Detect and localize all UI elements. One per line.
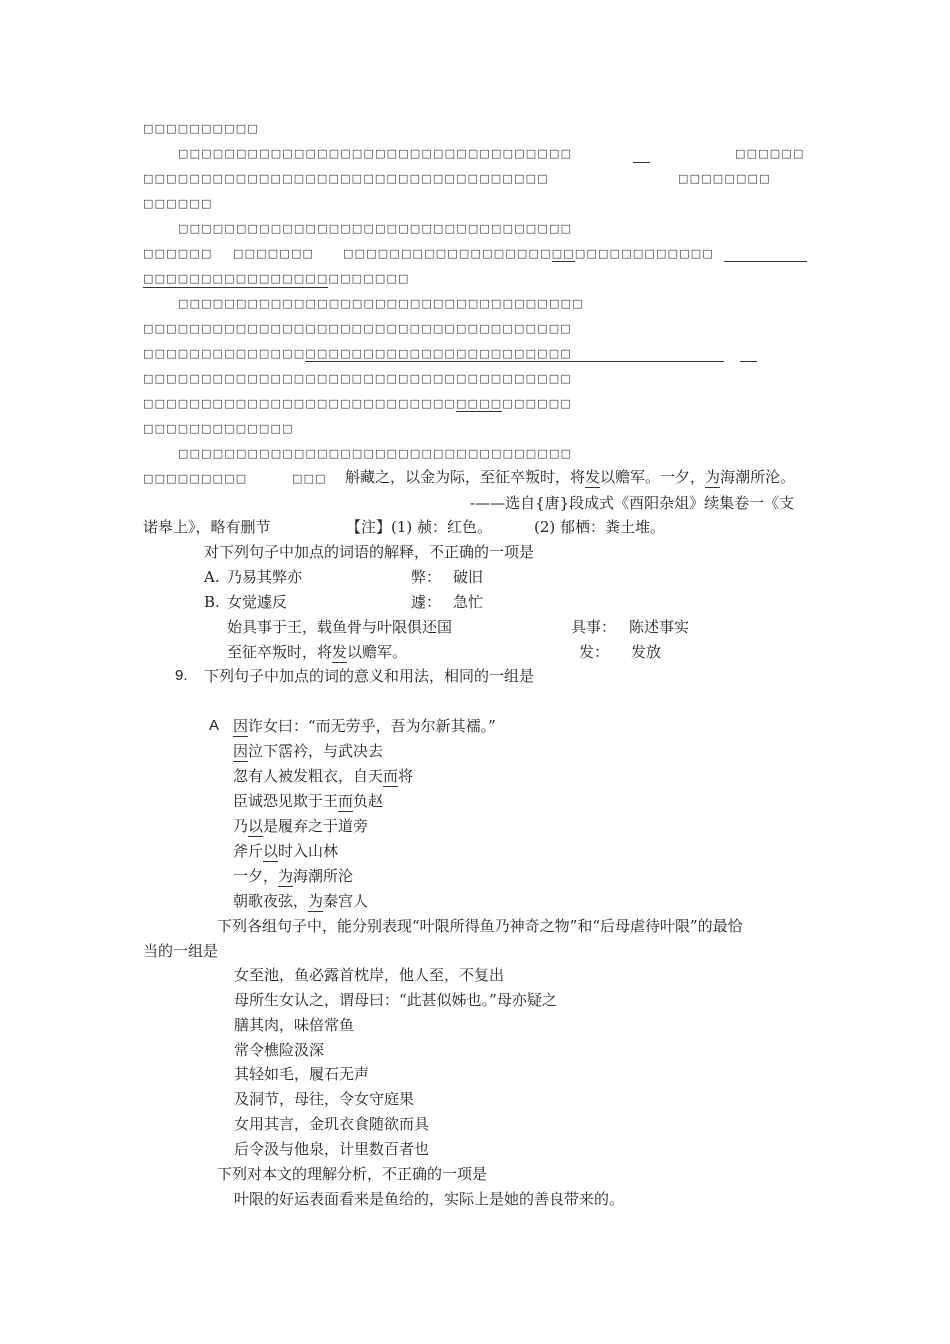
question-stem: 下列句子中加点的词的意义和用法，相同的一组是 bbox=[204, 667, 535, 685]
underline-blank bbox=[740, 361, 757, 362]
passage-line: □□□□□□□□□□□□□□□□□□□□□□□□□□□□□□□□□□ bbox=[178, 147, 573, 160]
q10-item: 及洞节，母往，令女守庭果 bbox=[234, 1090, 415, 1108]
passage-line: □□□□□□□□□□ bbox=[143, 122, 259, 135]
dotted-word: 为 bbox=[278, 867, 294, 885]
passage-line: □□□□□□□□□□□□□□□□□□□□□□□□□□□□□□□□□□□□□ bbox=[143, 322, 572, 335]
option-meaning: 陈述事实 bbox=[629, 618, 690, 636]
passage-line bbox=[345, 467, 795, 487]
underlined-text: □□□□□□□□□□□□□□□□□□□□□□□ bbox=[305, 347, 572, 360]
passage-line: □□□□□□□□ bbox=[678, 172, 771, 185]
q10-item: 膳其肉，味倍常鱼 bbox=[234, 1016, 355, 1034]
question-number: 9. bbox=[175, 667, 188, 684]
question-stem: 下列各组句子中，能分别表现“叶限所得鱼乃神奇之物”和“后母虐待叶限”的最恰 bbox=[217, 917, 743, 935]
dotted-word: 以 bbox=[263, 842, 279, 860]
passage-text: □□□□□□□□□□□□ bbox=[574, 247, 714, 260]
q9-item bbox=[233, 716, 496, 736]
dotted-word: □□□□ bbox=[456, 397, 503, 410]
source-citation: -——选自{唐}段成式《酉阳杂俎》续集卷一《支 bbox=[470, 494, 795, 512]
sentence-text: 时入山林 bbox=[278, 842, 339, 860]
option-sentence: 始具事于王，载鱼骨与叶限俱还国 bbox=[227, 618, 453, 636]
passage-line: □□□ bbox=[292, 472, 327, 485]
q9-item bbox=[233, 841, 338, 861]
passage-line: □□□□□□□□□□□□□□□□□□□□□□□□□□□□□□□□□□□□□ bbox=[143, 372, 572, 385]
sentence-text: 臣诚恐见欺于王 bbox=[233, 792, 339, 810]
sentence-text: 朝歌夜弦， bbox=[233, 892, 309, 910]
sentence-text: 秦宫人 bbox=[323, 892, 369, 910]
dotted-word: 以 bbox=[248, 817, 264, 835]
sentence-text: 诈女曰：“而无劳乎，吾为尔新其襦。” bbox=[248, 717, 496, 735]
dotted-word: 发 bbox=[332, 643, 348, 661]
q9-item bbox=[233, 816, 368, 836]
sentence-text: 忽有人被发粗衣，自天 bbox=[233, 767, 384, 785]
passage-text: 斛藏之，以金为际，至征卒叛时，将 bbox=[345, 468, 586, 486]
sentence-text: 负赵 bbox=[353, 792, 384, 810]
option-meaning: 破旧 bbox=[453, 568, 484, 586]
dotted-word: 为 bbox=[705, 468, 721, 486]
q10-item: 女用其言，金玑衣食随欲而具 bbox=[234, 1115, 430, 1133]
note-label: 【注】 bbox=[346, 518, 392, 536]
sentence-text: 是履弃之于道旁 bbox=[263, 817, 369, 835]
option-word: 弊： bbox=[411, 568, 442, 586]
q10-item: 其轻如毛，履石无声 bbox=[234, 1065, 370, 1083]
option-meaning: 急忙 bbox=[453, 593, 484, 611]
q9-item bbox=[233, 891, 368, 911]
question-stem: 对下列句子中加点的词语的解释，不正确的一项是 bbox=[204, 543, 535, 561]
q10-item: 母所生女认之，谓母曰：“此甚似姊也。”母亦疑之 bbox=[234, 991, 557, 1009]
option-sentence bbox=[227, 642, 407, 662]
q10-item: 后令汲与他泉，计里数百者也 bbox=[234, 1140, 430, 1158]
dotted-word: 而 bbox=[338, 792, 354, 810]
q10-item: 常令樵险汲深 bbox=[234, 1041, 325, 1059]
option-label: B. bbox=[204, 593, 220, 611]
underline-blank bbox=[633, 162, 650, 163]
q11-option: 叶限的好运表面看来是鱼给的，实际上是她的善良带来的。 bbox=[234, 1190, 625, 1208]
passage-text: 以赡军。一夕， bbox=[600, 468, 706, 486]
passage-line: □□□□□□ bbox=[143, 247, 213, 260]
passage-line: □□□□□□□□□ bbox=[143, 472, 248, 485]
passage-text: □□□□□□□□□□□□□□□□□□□□□□□□□□□ bbox=[143, 397, 457, 410]
sentence-text: 以赡军。 bbox=[347, 643, 408, 661]
q10-item: 女至池，鱼必露首枕岸，他人至，不复出 bbox=[234, 966, 505, 984]
question-stem: 当的一组是 bbox=[143, 942, 219, 960]
sentence-text: 斧斤 bbox=[233, 842, 264, 860]
passage-text: □□□□□□□□□□□□□□ bbox=[143, 347, 306, 360]
option-word: 发： bbox=[579, 643, 610, 661]
q9-item bbox=[233, 791, 383, 811]
source-citation: 诺皋上》，略有删节 bbox=[143, 518, 271, 536]
sentence-text: 海潮所沦 bbox=[293, 867, 354, 885]
sentence-text: 一夕， bbox=[233, 867, 279, 885]
q9-item bbox=[233, 741, 383, 761]
passage-line: □□□□□□□ bbox=[233, 247, 315, 260]
dotted-word: 发 bbox=[585, 468, 601, 486]
sentence-text: 至征卒叛时，将 bbox=[227, 643, 333, 661]
option-label: A. bbox=[204, 568, 220, 586]
dotted-word: □□ bbox=[551, 247, 575, 260]
passage-line: □□□□□□□□□□□□□□□□□□□□□□□□□□□□□□□□□□ bbox=[178, 222, 573, 235]
underline-blank bbox=[724, 261, 807, 262]
q9-item bbox=[233, 866, 353, 886]
question-stem: 下列对本文的理解分析，不正确的一项是 bbox=[217, 1165, 488, 1183]
passage-line: □□□□□□ bbox=[143, 197, 213, 210]
passage-line bbox=[143, 394, 572, 414]
option-sentence: 乃易其弊亦 bbox=[227, 568, 303, 586]
sentence-text: 乃 bbox=[233, 817, 249, 835]
dotted-word: 因 bbox=[233, 742, 249, 760]
underline-blank bbox=[143, 287, 328, 288]
option-label: A bbox=[209, 717, 220, 734]
passage-line bbox=[343, 244, 714, 264]
passage-text: □□□□□□□□□□□□□□□□□□ bbox=[343, 247, 552, 260]
note-item: (1) 赪：红色。 bbox=[391, 518, 493, 536]
underline-blank bbox=[468, 361, 724, 362]
passage-text: □□□□□□ bbox=[502, 397, 572, 410]
note-item: (2) 郁栖：粪土堆。 bbox=[534, 518, 666, 536]
notes bbox=[346, 517, 492, 537]
passage-line: □□□□□□□□□□□□□□□□□□□□□□□□□□□□□□□□□□□ bbox=[143, 172, 549, 185]
passage-line: □□□□□□□□□□□□□□□□□□□□□□□□□□□□□□□□□□ bbox=[178, 447, 573, 460]
dotted-word: 而 bbox=[383, 767, 399, 785]
option-word: 遽： bbox=[411, 593, 442, 611]
passage-line: □□□□□□□□□□□□□ bbox=[143, 422, 294, 435]
option-sentence: 女觉遽反 bbox=[227, 593, 288, 611]
q9-item bbox=[233, 766, 413, 786]
sentence-text: 将 bbox=[398, 767, 414, 785]
dotted-word: 因 bbox=[233, 717, 249, 735]
sentence-text: 泣下霑衿，与武决去 bbox=[248, 742, 384, 760]
option-meaning: 发放 bbox=[631, 643, 662, 661]
passage-line: □□□□□□ bbox=[735, 147, 805, 160]
passage-line: □□□□□□□□□□□□□□□□□□□□□□□□□□□□□□□□□□□ bbox=[178, 297, 584, 310]
dotted-word: 为 bbox=[308, 892, 324, 910]
option-word: 具事： bbox=[571, 618, 617, 636]
passage-line: □□□□□□□□□□□□□□□□□□□□□□□ bbox=[143, 272, 410, 285]
passage-text: 海潮所沦。 bbox=[720, 468, 796, 486]
